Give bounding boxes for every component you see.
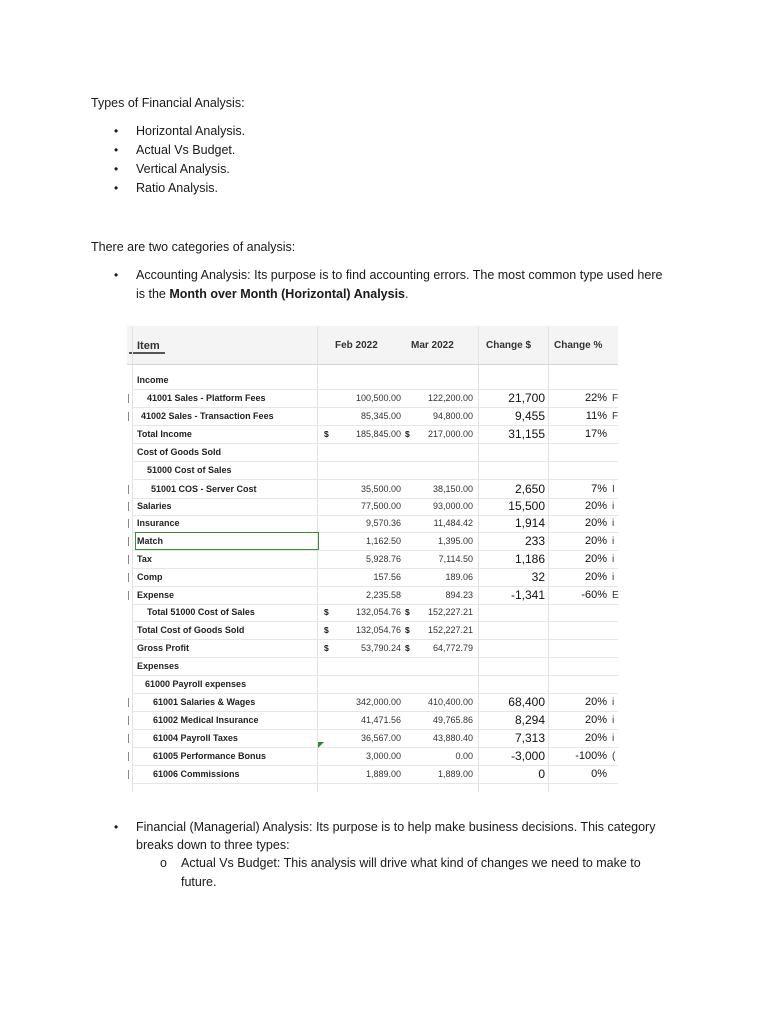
change-usd-value: 7,313 — [514, 731, 545, 745]
mar-value: 122,200.00 — [427, 393, 473, 403]
edge-tick — [128, 537, 129, 546]
overflow-glyph: E — [612, 590, 619, 601]
edge-tick — [128, 412, 129, 421]
table-row — [127, 444, 618, 462]
change-usd-value: 1,186 — [514, 552, 545, 566]
header-mar: Mar 2022 — [411, 340, 454, 351]
change-usd-value: 68,400 — [508, 695, 545, 709]
types-list-item: Actual Vs Budget. — [136, 143, 236, 157]
header-feb: Feb 2022 — [335, 340, 378, 351]
change-pct-value: 20% — [584, 714, 607, 726]
change-pct-value: -60% — [581, 589, 607, 601]
grid-line — [132, 783, 618, 784]
currency-symbol: $ — [405, 643, 410, 653]
edge-tick — [128, 573, 129, 582]
header-change-usd: Change $ — [486, 340, 532, 351]
change-usd-value: 9,455 — [514, 409, 545, 423]
sheet-header — [127, 326, 618, 365]
change-usd-value: -3,000 — [510, 749, 545, 763]
row-label: 61002 Medical Insurance — [153, 715, 259, 725]
header-item: Item — [137, 340, 160, 352]
feb-value: 85,345.00 — [360, 411, 401, 421]
bullet-icon: • — [114, 124, 119, 138]
row-label: Expenses — [137, 661, 180, 671]
header-change-pct: Change % — [554, 340, 603, 351]
feb-value: 132,054.76 — [355, 625, 401, 635]
change-pct-value: 20% — [584, 571, 607, 583]
header-underline — [129, 352, 165, 354]
table-row — [127, 712, 618, 730]
row-label: 41002 Sales - Transaction Fees — [141, 411, 274, 421]
table-row — [127, 462, 618, 480]
overflow-glyph: i — [612, 501, 615, 512]
change-pct-value: 11% — [585, 410, 607, 422]
mar-value: 94,800.00 — [432, 411, 473, 421]
sub-bullet-marker: o — [160, 856, 167, 870]
change-usd-value: 21,700 — [508, 391, 545, 405]
change-pct-value: 20% — [584, 732, 607, 744]
edge-tick — [128, 752, 129, 761]
row-label: Total Cost of Goods Sold — [137, 625, 245, 635]
overflow-glyph: ( — [612, 751, 616, 762]
overflow-glyph: i — [612, 733, 615, 744]
table-row — [127, 766, 618, 784]
mar-value: 1,889.00 — [437, 769, 473, 779]
feb-value: 342,000.00 — [355, 697, 401, 707]
mar-value: 152,227.21 — [427, 607, 473, 617]
edge-tick — [128, 485, 129, 494]
currency-symbol: $ — [405, 607, 410, 617]
row-label: 61000 Payroll expenses — [145, 679, 247, 689]
change-pct-value: 20% — [584, 517, 607, 529]
mar-value: 49,765.86 — [432, 715, 473, 725]
bullet-icon: • — [114, 143, 119, 157]
bullet-icon: • — [114, 181, 119, 195]
feb-value: 41,471.56 — [360, 715, 401, 725]
table-row — [127, 515, 618, 533]
types-list-item: Horizontal Analysis. — [136, 124, 246, 138]
types-list-item: Ratio Analysis. — [136, 181, 218, 195]
categories-intro: There are two categories of analysis: — [91, 240, 296, 254]
change-usd-value: 15,500 — [508, 499, 545, 513]
mar-value: 152,227.21 — [427, 625, 473, 635]
accounting-bold-term: Month over Month (Horizontal) Analysis — [169, 287, 406, 301]
change-usd-value: 31,155 — [508, 427, 545, 441]
table-row — [127, 676, 618, 694]
table-row — [127, 426, 618, 444]
financial-line-1: Financial (Managerial) Analysis: Its purpose is to help make business decisions. This category — [136, 820, 656, 834]
intro-text: Types of Financial Analysis: — [91, 96, 245, 110]
row-label: Tax — [137, 554, 152, 564]
mar-value: 217,000.00 — [427, 429, 473, 439]
overflow-glyph: i — [612, 572, 615, 583]
selected-cell[interactable] — [135, 532, 319, 550]
mar-value: 410,400.00 — [427, 697, 473, 707]
edge-tick — [128, 591, 129, 600]
table-row — [127, 408, 618, 426]
feb-value: 1,889.00 — [365, 769, 401, 779]
change-pct-value: 20% — [584, 535, 607, 547]
table-row — [127, 372, 618, 390]
change-usd-value: 233 — [524, 534, 545, 548]
mar-value: 38,150.00 — [432, 484, 473, 494]
table-row — [127, 640, 618, 658]
change-pct-value: 7% — [591, 483, 607, 495]
currency-symbol: $ — [405, 429, 410, 439]
row-label: 61001 Salaries & Wages — [153, 697, 256, 707]
row-label: 61006 Commissions — [153, 769, 240, 779]
bullet-icon: • — [114, 268, 119, 282]
mar-value: 43,880.40 — [432, 733, 473, 743]
edge-tick — [128, 555, 129, 564]
edge-tick — [128, 502, 129, 511]
feb-value: 9,570.36 — [365, 518, 401, 528]
table-row — [127, 748, 618, 766]
mar-value: 0.00 — [455, 751, 473, 761]
table-row — [127, 481, 618, 499]
feb-value: 5,928.76 — [365, 554, 401, 564]
change-pct-value: 20% — [584, 696, 607, 708]
table-row — [127, 587, 618, 605]
table-row — [127, 390, 618, 408]
mar-value: 11,484.42 — [433, 518, 473, 528]
change-usd-value: -1,341 — [510, 588, 545, 602]
feb-value: 132,054.76 — [355, 607, 401, 617]
spreadsheet-image — [127, 326, 618, 792]
sub-item-line-2: future. — [181, 875, 217, 889]
row-label: Total 51000 Cost of Sales — [147, 607, 255, 617]
table-row — [127, 658, 618, 676]
sub-item-line-1: Actual Vs Budget: This analysis will drive what kind of changes we need to make to — [181, 856, 641, 870]
table-row — [127, 569, 618, 587]
change-usd-value: 1,914 — [514, 516, 545, 530]
edge-tick — [128, 698, 129, 707]
feb-value: 157.56 — [373, 572, 401, 582]
overflow-glyph: i — [612, 536, 615, 547]
feb-value: 185,845.00 — [355, 429, 401, 439]
accounting-line-2-post: . — [405, 287, 409, 301]
table-row — [127, 604, 618, 622]
row-label: Comp — [137, 572, 163, 582]
feb-value: 36,567.00 — [360, 733, 401, 743]
feb-value: 35,500.00 — [360, 484, 401, 494]
overflow-glyph: i — [612, 715, 615, 726]
feb-value: 77,500.00 — [360, 501, 401, 511]
mar-value: 7,114.50 — [438, 554, 473, 564]
row-label: Total Income — [137, 429, 192, 439]
mar-value: 894.23 — [445, 590, 473, 600]
change-pct-value: 17% — [584, 428, 607, 440]
types-list-item: Vertical Analysis. — [136, 162, 230, 176]
change-usd-value: 0 — [538, 767, 545, 781]
accounting-line-1: Accounting Analysis: Its purpose is to find accounting errors. The most common type used here — [136, 268, 663, 282]
edge-tick — [128, 734, 129, 743]
edge-tick — [128, 770, 129, 779]
currency-symbol: $ — [324, 625, 329, 635]
feb-value: 53,790.24 — [360, 643, 401, 653]
change-usd-value: 32 — [531, 570, 545, 584]
edge-tick — [128, 394, 129, 403]
table-row — [127, 622, 618, 640]
bullet-icon: • — [114, 820, 119, 834]
change-usd-value: 2,650 — [514, 482, 545, 496]
currency-symbol: $ — [405, 625, 410, 635]
row-label: 41001 Sales - Platform Fees — [147, 393, 266, 403]
row-label: Expense — [137, 590, 175, 600]
overflow-glyph: i — [612, 554, 615, 565]
overflow-glyph: i — [612, 697, 615, 708]
table-row — [127, 498, 618, 516]
row-label: 51000 Cost of Sales — [147, 465, 232, 475]
feb-value: 3,000.00 — [365, 751, 401, 761]
currency-symbol: $ — [324, 429, 329, 439]
edge-tick — [128, 716, 129, 725]
row-label: Insurance — [137, 518, 180, 528]
feb-value: 2,235.58 — [365, 590, 401, 600]
row-label: 51001 COS - Server Cost — [151, 484, 257, 494]
change-pct-value: 20% — [584, 553, 607, 565]
feb-value: 100,500.00 — [355, 393, 401, 403]
edge-tick — [128, 519, 129, 528]
change-pct-value: 22% — [584, 392, 607, 404]
bullet-icon: • — [114, 162, 119, 176]
row-label: Gross Profit — [137, 643, 190, 653]
row-label: Income — [137, 375, 169, 385]
row-label: Cost of Goods Sold — [137, 447, 221, 457]
table-row — [127, 551, 618, 569]
currency-symbol: $ — [324, 607, 329, 617]
mar-value: 189.06 — [445, 572, 473, 582]
financial-line-2: breaks down to three types: — [136, 838, 290, 852]
overflow-glyph: F — [612, 411, 619, 422]
table-row — [127, 730, 618, 748]
row-label: 61004 Payroll Taxes — [153, 733, 238, 743]
accounting-line-2-pre: is the — [136, 287, 170, 301]
mar-value: 1,395.00 — [437, 536, 473, 546]
currency-symbol: $ — [324, 643, 329, 653]
overflow-glyph: F — [612, 393, 619, 404]
mar-value: 93,000.00 — [432, 501, 473, 511]
row-label: Match — [137, 536, 164, 546]
feb-value: 1,162.50 — [365, 536, 401, 546]
grid-line — [132, 479, 618, 480]
change-pct-value: -100% — [575, 750, 607, 762]
table-row — [127, 694, 618, 712]
overflow-glyph: I — [612, 484, 615, 495]
accounting-line-2 — [136, 285, 409, 303]
change-pct-value: 20% — [584, 500, 607, 512]
overflow-glyph: i — [612, 518, 615, 529]
comment-indicator-icon — [318, 742, 324, 748]
mar-value: 64,772.79 — [432, 643, 473, 653]
change-pct-value: 0% — [591, 768, 607, 780]
row-label: Salaries — [137, 501, 172, 511]
change-usd-value: 8,294 — [514, 713, 545, 727]
row-label: 61005 Performance Bonus — [153, 751, 267, 761]
